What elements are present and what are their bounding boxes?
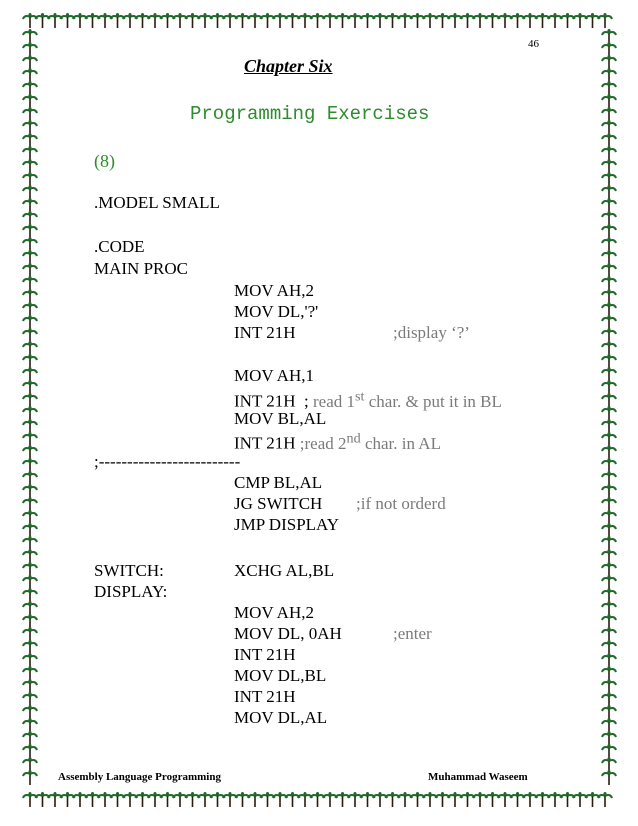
palm-ornament: [23, 706, 37, 720]
footer-left: Assembly Language Programming: [58, 771, 221, 783]
code-text: INT 21H ;: [234, 391, 309, 411]
palm-ornament: [373, 14, 387, 28]
palm-ornament: [602, 121, 616, 135]
palm-ornament: [602, 95, 616, 109]
palm-ornament: [211, 793, 225, 807]
palm-ornament: [348, 14, 362, 28]
palm-ornament: [23, 485, 37, 499]
palm-ornament: [602, 446, 616, 460]
palm-ornament: [473, 14, 487, 28]
palm-ornament: [536, 14, 550, 28]
palm-ornament: [23, 446, 37, 460]
palm-ornament: [348, 793, 362, 807]
palm-ornament: [602, 329, 616, 343]
code-line: MOV DL,BL: [234, 666, 327, 685]
palm-ornament: [23, 524, 37, 538]
code-line: MOV DL,AL: [234, 708, 328, 727]
palm-ornament: [561, 14, 575, 28]
palm-ornament: [48, 793, 62, 807]
code-line: MOV AH,1: [234, 366, 314, 385]
palm-ornament: [23, 498, 37, 512]
palm-ornament: [23, 459, 37, 473]
palm-ornament: [311, 793, 325, 807]
palm-ornament: [602, 654, 616, 668]
palm-ornament: [198, 793, 212, 807]
palm-ornament: [23, 238, 37, 252]
palm-ornament: [23, 602, 37, 616]
code-line: INT 21H: [234, 687, 296, 706]
code-line-model: .MODEL SMALL: [94, 193, 220, 212]
palm-ornament: [23, 56, 37, 70]
code-line-main-proc: MAIN PROC: [94, 259, 188, 278]
palm-ornament: [198, 14, 212, 28]
palm-ornament: [186, 793, 200, 807]
palm-ornament: [23, 550, 37, 564]
palm-ornament: [86, 14, 100, 28]
palm-ornament: [602, 667, 616, 681]
palm-ornament: [248, 14, 262, 28]
code-line: INT 21H: [234, 645, 296, 664]
palm-ornament: [436, 793, 450, 807]
palm-ornament: [511, 14, 525, 28]
palm-ornament: [23, 212, 37, 226]
palm-ornament: [61, 14, 75, 28]
palm-ornament: [23, 420, 37, 434]
palm-ornament: [236, 793, 250, 807]
palm-ornament: [602, 381, 616, 395]
palm-ornament: [23, 134, 37, 148]
palm-ornament: [23, 342, 37, 356]
palm-ornament: [336, 14, 350, 28]
palm-ornament: [602, 589, 616, 603]
palm-ornament: [23, 30, 37, 44]
palm-ornament: [602, 433, 616, 447]
palm-ornament: [23, 108, 37, 122]
palm-ornament: [523, 14, 537, 28]
palm-ornament: [23, 82, 37, 96]
palm-ornament: [602, 771, 616, 785]
code-line-code: .CODE: [94, 237, 145, 256]
palm-ornament: [602, 537, 616, 551]
palm-ornament: [602, 680, 616, 694]
palm-ornament: [173, 793, 187, 807]
palm-ornament: [602, 264, 616, 278]
palm-ornament: [602, 420, 616, 434]
code-line: MOV DL,'?': [234, 302, 319, 321]
code-line: MOV AH,2: [234, 603, 314, 622]
palm-ornament: [486, 793, 500, 807]
palm-ornament: [486, 14, 500, 28]
code-line-read-second: [234, 430, 441, 454]
palm-ornament: [602, 277, 616, 291]
palm-ornament: [48, 14, 62, 28]
palm-ornament: [602, 407, 616, 421]
palm-ornament: [23, 628, 37, 642]
palm-ornament: [398, 793, 412, 807]
palm-ornament: [23, 173, 37, 187]
palm-ornament: [73, 14, 87, 28]
palm-ornament: [573, 793, 587, 807]
label-display: DISPLAY:: [94, 582, 168, 601]
palm-ornament: [136, 793, 150, 807]
palm-ornament: [23, 472, 37, 486]
palm-ornament: [602, 576, 616, 590]
palm-ornament: [36, 14, 50, 28]
palm-ornament: [386, 14, 400, 28]
palm-ornament: [448, 14, 462, 28]
code-line: MOV DL, 0AH: [234, 624, 342, 643]
separator-comment: ;-------------------------: [94, 452, 241, 471]
palm-ornament: [602, 693, 616, 707]
palm-ornament: [536, 793, 550, 807]
palm-ornament: [23, 329, 37, 343]
palm-ornament: [336, 793, 350, 807]
palm-ornament: [602, 641, 616, 655]
palm-ornament: [236, 14, 250, 28]
palm-ornament: [602, 212, 616, 226]
palm-ornament: [602, 719, 616, 733]
palm-ornament: [136, 14, 150, 28]
palm-ornament: [223, 14, 237, 28]
palm-ornament: [23, 732, 37, 746]
palm-ornament: [23, 667, 37, 681]
palm-ornament: [286, 793, 300, 807]
palm-ornament: [23, 381, 37, 395]
palm-ornament: [23, 537, 37, 551]
palm-ornament: [261, 793, 275, 807]
palm-ornament: [261, 14, 275, 28]
palm-ornament: [298, 793, 312, 807]
palm-ornament: [161, 14, 175, 28]
palm-ornament: [23, 290, 37, 304]
palm-ornament: [161, 793, 175, 807]
code-line: MOV BL,AL: [234, 409, 327, 428]
code-line: XCHG AL,BL: [234, 561, 335, 580]
palm-ornament: [23, 368, 37, 382]
palm-ornament: [148, 14, 162, 28]
palm-ornament: [602, 56, 616, 70]
palm-ornament: [23, 394, 37, 408]
palm-ornament: [602, 160, 616, 174]
palm-ornament: [223, 793, 237, 807]
palm-ornament: [602, 290, 616, 304]
palm-ornament: [361, 793, 375, 807]
palm-ornament: [602, 615, 616, 629]
palm-ornament: [602, 108, 616, 122]
palm-ornament: [98, 793, 112, 807]
palm-ornament: [73, 793, 87, 807]
code-comment: read 1st char. & put it in BL: [308, 388, 502, 411]
palm-ornament: [602, 43, 616, 57]
palm-ornament: [423, 14, 437, 28]
palm-ornament: [23, 160, 37, 174]
palm-ornament: [98, 14, 112, 28]
palm-ornament: [386, 793, 400, 807]
palm-ornament: [598, 14, 612, 28]
palm-ornament: [423, 793, 437, 807]
code-line: MOV AH,2: [234, 281, 314, 300]
palm-ornament: [473, 793, 487, 807]
palm-ornament: [23, 316, 37, 330]
palm-ornament: [248, 793, 262, 807]
palm-ornament: [602, 758, 616, 772]
palm-ornament: [23, 186, 37, 200]
palm-ornament: [602, 511, 616, 525]
palm-ornament: [602, 173, 616, 187]
palm-ornament: [186, 14, 200, 28]
palm-ornament: [548, 14, 562, 28]
palm-ornament: [323, 793, 337, 807]
exercise-number: (8): [94, 151, 115, 171]
palm-ornament: [86, 793, 100, 807]
palm-ornament: [23, 95, 37, 109]
palm-ornament: [23, 433, 37, 447]
palm-ornament: [598, 793, 612, 807]
palm-ornament: [602, 82, 616, 96]
palm-ornament: [586, 793, 600, 807]
palm-ornament: [602, 134, 616, 148]
palm-ornament: [286, 14, 300, 28]
palm-ornament: [23, 147, 37, 161]
palm-ornament: [311, 14, 325, 28]
palm-ornament: [602, 186, 616, 200]
label-switch: SWITCH:: [94, 561, 164, 580]
palm-ornament: [23, 719, 37, 733]
palm-ornament: [602, 30, 616, 44]
palm-ornament: [23, 563, 37, 577]
palm-ornament: [361, 14, 375, 28]
palm-ornament: [602, 147, 616, 161]
palm-ornament: [561, 793, 575, 807]
palm-ornament: [148, 793, 162, 807]
code-line: INT 21H: [234, 323, 296, 342]
palm-ornament: [498, 14, 512, 28]
palm-ornament: [23, 407, 37, 421]
footer-right: Muhammad Waseem: [428, 771, 528, 783]
code-text: INT 21H: [234, 433, 300, 453]
palm-ornament: [548, 793, 562, 807]
palm-ornament: [602, 355, 616, 369]
palm-ornament: [23, 693, 37, 707]
palm-ornament: [602, 524, 616, 538]
palm-ornament: [602, 628, 616, 642]
palm-ornament: [602, 602, 616, 616]
palm-ornament: [23, 43, 37, 57]
palm-ornament: [602, 472, 616, 486]
palm-ornament: [61, 793, 75, 807]
code-line: JG SWITCH: [234, 494, 323, 513]
palm-ornament: [273, 793, 287, 807]
palm-ornament: [602, 251, 616, 265]
page-number: 46: [528, 38, 539, 50]
palm-ornament: [23, 251, 37, 265]
palm-ornament: [586, 14, 600, 28]
palm-ornament: [602, 342, 616, 356]
palm-ornament: [602, 459, 616, 473]
palm-ornament: [23, 199, 37, 213]
palm-ornament: [602, 550, 616, 564]
palm-ornament: [23, 355, 37, 369]
palm-ornament: [602, 706, 616, 720]
palm-ornament: [461, 14, 475, 28]
palm-ornament: [23, 745, 37, 759]
palm-ornament: [23, 14, 37, 28]
code-line: CMP BL,AL: [234, 473, 323, 492]
palm-ornament: [23, 576, 37, 590]
palm-ornament: [602, 238, 616, 252]
palm-ornament: [23, 758, 37, 772]
palm-ornament: [23, 277, 37, 291]
palm-ornament: [602, 394, 616, 408]
chapter-title: Chapter Six: [244, 56, 333, 76]
palm-ornament: [23, 69, 37, 83]
palm-ornament: [573, 14, 587, 28]
palm-ornament: [123, 793, 137, 807]
palm-ornament: [23, 680, 37, 694]
palm-ornament: [23, 121, 37, 135]
palm-ornament: [523, 793, 537, 807]
palm-ornament: [602, 199, 616, 213]
palm-ornament: [511, 793, 525, 807]
palm-ornament: [23, 225, 37, 239]
section-title: Programming Exercises: [190, 103, 430, 125]
palm-ornament: [36, 793, 50, 807]
palm-ornament: [23, 641, 37, 655]
code-comment: ;read 2nd char. in AL: [299, 430, 441, 453]
palm-ornament: [323, 14, 337, 28]
palm-ornament: [602, 745, 616, 759]
palm-ornament: [602, 69, 616, 83]
palm-ornament: [23, 771, 37, 785]
palm-ornament: [111, 793, 125, 807]
palm-ornament: [602, 485, 616, 499]
palm-ornament: [111, 14, 125, 28]
palm-ornament: [448, 793, 462, 807]
palm-ornament: [436, 14, 450, 28]
palm-ornament: [23, 793, 37, 807]
palm-ornament: [373, 793, 387, 807]
palm-ornament: [602, 732, 616, 746]
palm-ornament: [173, 14, 187, 28]
palm-ornament: [602, 368, 616, 382]
palm-ornament: [602, 498, 616, 512]
palm-ornament: [23, 654, 37, 668]
code-line: JMP DISPLAY: [234, 515, 340, 534]
palm-ornament: [273, 14, 287, 28]
palm-ornament: [123, 14, 137, 28]
palm-ornament: [411, 14, 425, 28]
palm-ornament: [602, 563, 616, 577]
code-comment: ;display ‘?’: [393, 323, 470, 342]
palm-ornament: [461, 793, 475, 807]
palm-ornament: [23, 615, 37, 629]
palm-ornament: [23, 303, 37, 317]
palm-ornament: [398, 14, 412, 28]
palm-ornament: [23, 589, 37, 603]
palm-ornament: [298, 14, 312, 28]
palm-ornament: [23, 511, 37, 525]
palm-ornament: [411, 793, 425, 807]
palm-ornament: [602, 225, 616, 239]
palm-ornament: [602, 303, 616, 317]
palm-ornament: [602, 316, 616, 330]
palm-ornament: [211, 14, 225, 28]
palm-ornament: [498, 793, 512, 807]
code-comment: ;if not orderd: [356, 494, 446, 513]
code-comment: ;enter: [393, 624, 432, 643]
palm-ornament: [23, 264, 37, 278]
